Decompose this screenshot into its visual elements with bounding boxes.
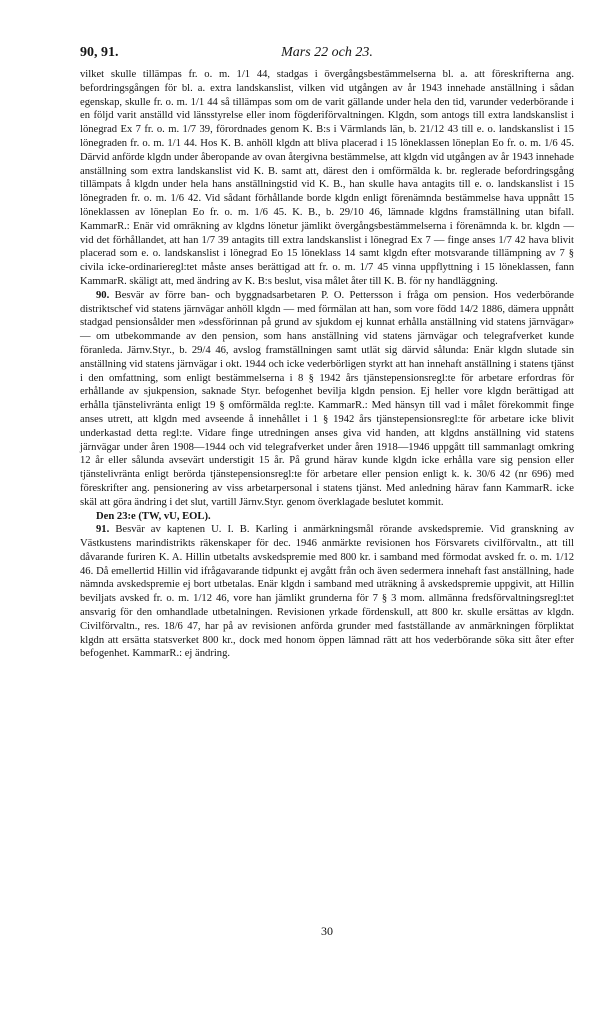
case-number: 90.	[96, 289, 110, 301]
document-body	[80, 68, 574, 661]
paragraph-text: Besvär av förre ban- och byggnadsarbetaren P. O. Pettersson i fråga om pension. Hos vederbörande distriktschef vid statens järnvägar anhöll klgdn — med förmälan att han, som vore född 14/2 1886, dämera uppnått stadgad pensionsålder men »dessförinnan på grund av sjukdom ej kunnat erhålla anställning vid statens järnvägar» — om utbekommande av den pension, som hans anställning vid statens järnvägar och telegrafverket kunde föranleda. Järnv.Styr., b. 29/4 46, avslog framställningen samt utlät sig därvid sålunda: Enär klgdn slutade sin anställning vid statens järnvägar i okt. 1944 och icke vederbörligen styrkt att han innehaft anställning i statens tjänst i den omfattning, som enligt bestämmelserna i 8 § 1942 års tjänstepensionsregl:te för arbetare erfordras för erhållande av sjukpension, saknade Styr. befogenhet bevilja klgdn pension. Ej heller vore klgdn berättigad att erhålla tjänstelivränta enligt 19 § omförmälda regl:te. KammarR.: Med hänsyn till vad i målet förekommit finge anses utrett, att klgdn med avseende å innehållet i 1 § 1942 års tjänstepensionsregl:te för arbetare icke blivit underkastad detta regl:te. Vidare finge utredningen anses giva vid handen, att klgdns anställning vid statens järnvägar under åren 1908—1944 och vid telegrafverket under åren 1918—1946 uppgått till sammanlagt omkring 12 år eller sålunda avsevärt understigit 15 år. På grund härav kunde klgdn icke erhålla vare sig pension eller tjänstelivränta enligt berörda tjänstepensionsregl:te för arbetare eller pension enligt k. k. 30/6 42 (nr 696) med föreskrifter ang. pensionering av viss arbetarpersonal i statens tjänst. Med anledning härav fann KammarR. icke skäl att göra ändring i det slut, vartill Järnv.Styr. genom överklagade beslutet kommit.	[80, 289, 574, 508]
header-case-numbers: 90, 91.	[80, 45, 119, 60]
page-header	[80, 44, 574, 68]
paragraph-text: Besvär av kaptenen U. I. B. Karling i anmärkningsmål rörande avskedspremie. Vid granskning av Västkustens marindistrikts räkenskaper för dec. 1946 anmärkte revisionen hos Försvarets civilförvaltn., att till dåvarande furiren K. A. Hillin utbetalts avskedspremie med 800 kr. i samband med förmodat avsked fr. o. m. 1/12 46. Då emellertid Hillin vid ifrågavarande tidpunkt ej avgått från och även sedermera innehaft fast anställning, hade nämnda avskedspremie ej bort utbetalas. Enär klgdn i samband med uträkning å avskedspremie uppgivit, att Hillin beviljats avsked fr. o. m. 1/12 46, vore han jämlikt grunderna för 7 § 3 mom. allmänna fredsförvaltningsregl:tet ansvarig för den omhandlade utbetalningen. Revisionen yrkade fördenskull, att 800 kr. skulle ersättas av klgdn. Civilförvaltn., res. 18/6 47, har på av revisionen anförda grunder med fastställande av anmärkningen förpliktat klgdn att ersätta statsverket 800 kr., dock med honom öppen lämnad rätt att hos vederbörande söka sitt åter efter befogenhet. KammarR.: ej ändring.	[80, 524, 574, 660]
header-dates: Mars 22 och 23.	[281, 45, 373, 60]
paragraph-case-90	[80, 289, 574, 510]
paragraph-text: vilket skulle tillämpas fr. o. m. 1/1 44, stadgas i övergångsbestämmelserna bl. a. att föreskrifterna ang. befordringsgången för bl. a. extra landskanslist, vilken vid utgången av år 1943 innehade anställning i sådan egenskap, skulle fr. o. m. 1/1 44 så tillämpas som om de varit gällande under hela den tid, varunder vederbörande i en följd varit anställd vid länsstyrelse eller inom fögderiförvaltningen. Klgdn, som antogs till extra landskanslist i lönegrad Ex 7 fr. o. m. 1/7 39, förordnades genom K. B:s i Värmlands län, b. 21/12 43 till e. o. landskanslist i 15 lönegraden fr. o. m. 1/1 44. Hos K. B. anhöll klgdn att bliva placerad i 15 löneklassen löneplan Eo fr. o. m. 1/6 45. Därvid anförde klgdn under åberopande av ovan återgivna bestämmelse, att klgdn vid utgången av år 1943 innehade anställning som extra landskanslist vid K. B. samt att, därest den i omförmälda k. br. reglerade befordringsgång tillämpats å klgdn under hela hans anställningstid vid K. B., han skulle hava antagits till e. o. landskanslist i 15 lönegraden fr. o. m. 1/6 42. Vid sådant förhållande borde klgdn enligt förenämnda bestämmelse hava uppnått 15 löneklassen av löneplan Eo fr. o. m. 1/6 45. K. B., b. 29/10 46, lämnade klgdns framställning utan bifall. KammarR.: Enär vid omräkning av klgdns lönetur jämlikt övergångsbestämmelserna i förenämnda k. br. klgdn — vid det förhållandet, att han 1/7 39 antagits till extra landskanslist i lönegrad Ex 7 — finge anses 1/7 42 hava blivit placerad som e. o. landskanslist i lönegrad Eo 15 löneklass 14 samt klgdn efter motsvarande tillämpning av 7 § civila icke-ordinarieregl:tet måste anses berättigad att fr. o. m. 1/7 45 vinna uppflyttning i 15 löneklassen, fann KammarR. skäligt att, med ändring av K. B:s beslut, visa målet åter till K. B. för ny handläggning.	[80, 69, 574, 287]
paragraph-case-91	[80, 523, 574, 661]
session-text: Den 23:e (TW, vU, EOL).	[96, 510, 211, 522]
case-number: 91.	[96, 524, 110, 536]
page-number: 30	[321, 924, 333, 938]
session-line	[80, 510, 574, 524]
paragraph-continuation	[80, 68, 574, 289]
